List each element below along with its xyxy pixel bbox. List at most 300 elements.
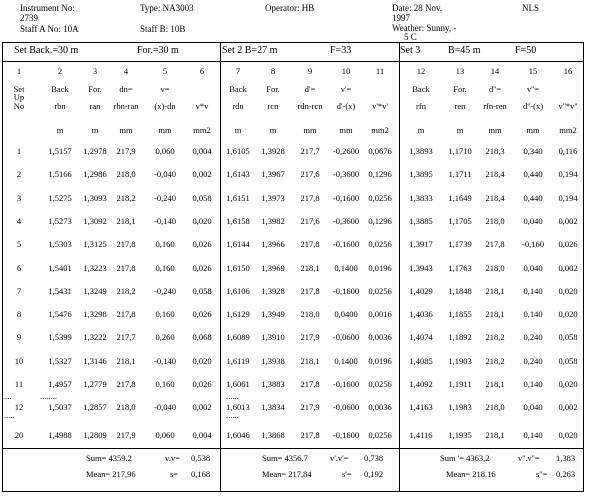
- table-cell: 218,0: [116, 402, 136, 412]
- table-cell-last: 1,3868: [261, 430, 285, 440]
- table-cell: 0,240: [523, 332, 543, 342]
- weather-line2: 5 C: [404, 32, 417, 42]
- table-cell: 217,6: [300, 216, 320, 226]
- table-cell: -0,140: [154, 356, 176, 366]
- set3-forward: F=50: [515, 45, 537, 56]
- table-cell: 1,3885: [409, 216, 433, 226]
- table-cell: 1,5431: [48, 286, 72, 296]
- column-number: 10: [341, 66, 351, 76]
- table-cell: 1,6151: [226, 193, 250, 203]
- column-formula: rdn-rcn: [297, 101, 323, 111]
- table-cell: 1,5275: [48, 193, 72, 203]
- table-cell: 218,0: [485, 263, 505, 273]
- table-cell: 1,4085: [409, 356, 433, 366]
- column-formula: d''-(x): [522, 101, 544, 111]
- column-header: Set: [13, 84, 25, 94]
- column-unit: m: [269, 125, 277, 135]
- column-header: Back: [412, 84, 430, 94]
- table-cell: 5: [16, 239, 22, 249]
- table-cell: 0,020: [558, 379, 578, 389]
- table-cell: -0,040: [154, 402, 176, 412]
- column-unit: mm: [303, 125, 317, 135]
- table-cell: 0,1296: [368, 216, 392, 226]
- date-line2: 1997: [392, 13, 410, 23]
- table-cell-last: 217,9: [116, 430, 136, 440]
- table-cell: -0,1600: [332, 379, 360, 389]
- table-cell: 11: [14, 379, 24, 389]
- table-cell: 0,0400: [334, 309, 358, 319]
- table-cell: 0,040: [523, 263, 543, 273]
- table-cell: 0,0676: [368, 146, 392, 156]
- table-cell: 218,0: [116, 169, 136, 179]
- table-cell: 1,1911: [448, 379, 472, 389]
- table-cell-last: 1,2809: [83, 430, 107, 440]
- column-header: d'=: [304, 84, 316, 94]
- table-cell: -0,3600: [332, 169, 360, 179]
- table-cell-last: 1,6046: [226, 430, 250, 440]
- table-cell: 217,8: [300, 193, 320, 203]
- table-cell: 217,9: [300, 402, 320, 412]
- table-cell: 1,6106: [226, 286, 250, 296]
- s-value-set2: 0,192: [364, 469, 384, 479]
- vv-label-set2: v'.v'=: [330, 453, 349, 463]
- table-cell: 0,160: [155, 239, 175, 249]
- column-number: 15: [528, 66, 538, 76]
- column-number: 8: [270, 66, 276, 76]
- table-cell: 1,4163: [409, 402, 433, 412]
- table-cell: 218,2: [485, 356, 505, 366]
- table-cell: 12: [14, 402, 24, 412]
- table-cell: 1,1983: [448, 402, 472, 412]
- table-cell: 0,026: [558, 239, 578, 249]
- column-formula: v*v: [195, 101, 209, 111]
- column-header: For.: [453, 84, 467, 94]
- table-cell: 217,8: [116, 309, 136, 319]
- column-header: Up: [13, 92, 25, 102]
- table-cell: 0,0196: [368, 263, 392, 273]
- table-cell-last: 218,1: [485, 430, 505, 440]
- table-cell: 0,058: [558, 356, 578, 366]
- column-header: Back: [229, 84, 247, 94]
- table-cell-last: -0,1600: [332, 430, 360, 440]
- column-unit: mm2: [371, 125, 389, 135]
- table-cell: 218,1: [116, 216, 136, 226]
- table-cell: 218,0: [485, 402, 505, 412]
- column-formula: (x)-dn: [154, 101, 176, 111]
- table-cell: 0,140: [523, 286, 543, 296]
- column-number: 3: [92, 66, 98, 76]
- table-cell: 0,020: [558, 309, 578, 319]
- column-number: 11: [375, 66, 385, 76]
- table-cell: 0,002: [192, 402, 212, 412]
- column-unit: mm: [488, 125, 502, 135]
- column-number: 2: [57, 66, 63, 76]
- table-cell: 218,1: [485, 286, 505, 296]
- table-cell: -0,160: [522, 239, 544, 249]
- table-cell: 217,7: [300, 146, 320, 156]
- table-cell: 0,020: [192, 216, 212, 226]
- table-cell: 1,1892: [448, 332, 472, 342]
- instrument-value: 2739: [20, 13, 38, 23]
- table-cell: 0,194: [558, 169, 578, 179]
- operator: Operator: HB: [265, 3, 315, 13]
- table-cell: 217,9: [300, 332, 320, 342]
- column-number: 16: [563, 66, 573, 76]
- table-cell: 1,3949: [261, 309, 285, 319]
- column-number: 14: [490, 66, 500, 76]
- table-cell-last: 1,4116: [409, 430, 433, 440]
- column-unit: mm2: [559, 125, 577, 135]
- column-number: 5: [162, 66, 168, 76]
- table-cell: 1,5303: [48, 239, 72, 249]
- column-header: d''=: [488, 84, 502, 94]
- table-cell: 1,2857: [83, 402, 107, 412]
- column-formula: d'-(x): [336, 101, 356, 111]
- table-cell: 1,5399: [48, 332, 72, 342]
- table-cell: 1,5273: [48, 216, 72, 226]
- vv-value-set1: 0,538: [191, 453, 211, 463]
- column-formula: rdn: [232, 101, 244, 111]
- table-cell: 0,002: [558, 402, 578, 412]
- table-cell-last: 217,8: [300, 430, 320, 440]
- table-cell: 218,4: [485, 169, 505, 179]
- table-cell: 2: [16, 169, 22, 179]
- table-cell: 218,1: [300, 356, 320, 366]
- table-cell: 0,040: [523, 216, 543, 226]
- column-header: dn=: [119, 84, 133, 94]
- table-cell: 1,3982: [261, 216, 285, 226]
- table-cell: 1,1649: [448, 193, 472, 203]
- column-unit: mm: [158, 125, 172, 135]
- table-cell: 1,6150: [226, 263, 250, 273]
- table-cell: 1,6129: [226, 309, 250, 319]
- table-cell: 0,194: [558, 193, 578, 203]
- table-cell: 0,1296: [368, 169, 392, 179]
- table-cell-last: 1,1935: [448, 430, 472, 440]
- table-cell: 1,6061: [226, 379, 250, 389]
- table-cell: 218,0: [300, 309, 320, 319]
- column-number: 9: [307, 66, 313, 76]
- column-unit: m: [417, 125, 425, 135]
- sum-set1: Sum= 4359.2: [86, 453, 132, 463]
- table-cell: 0,1400: [334, 356, 358, 366]
- column-number: 4: [123, 66, 129, 76]
- table-cell: 1,6105: [226, 146, 250, 156]
- table-cell: 1,1763: [448, 263, 472, 273]
- table-cell: 0,040: [523, 402, 543, 412]
- table-cell: -0,140: [154, 216, 176, 226]
- table-cell: 1,3146: [83, 356, 107, 366]
- table-cell: 1,4092: [409, 379, 433, 389]
- table-cell: -0,0600: [332, 402, 360, 412]
- table-cell: -0,0600: [332, 332, 360, 342]
- column-header: Back: [51, 84, 69, 94]
- table-cell: 1,5401: [48, 263, 72, 273]
- table-cell: 1,1705: [448, 216, 472, 226]
- table-cell: 1,3973: [261, 193, 285, 203]
- table-cell: 1,5327: [48, 356, 72, 366]
- column-number: 13: [455, 66, 465, 76]
- table-cell: 217,7: [116, 332, 136, 342]
- table-cell: 217,8: [300, 286, 320, 296]
- table-cell: 0,002: [558, 216, 578, 226]
- table-cell: 6: [16, 263, 22, 273]
- table-cell: 4: [16, 216, 22, 226]
- table-cell-last: 0,140: [523, 430, 543, 440]
- table-cell: 7: [16, 286, 22, 296]
- table-cell-last: 1,4988: [48, 430, 72, 440]
- table-cell: 0,004: [192, 146, 212, 156]
- table-cell: 0,0196: [368, 356, 392, 366]
- table-cell: 0,026: [192, 239, 212, 249]
- column-header: v=: [160, 84, 170, 94]
- table-cell: 3: [16, 193, 22, 203]
- column-formula: rbn-ran: [113, 101, 139, 111]
- table-cell: 0,0256: [368, 379, 392, 389]
- table-cell: 0,116: [558, 146, 578, 156]
- set3-title: Set 3: [400, 45, 421, 56]
- instrument-type: Type: NA3003: [140, 3, 194, 13]
- table-cell: -0,040: [154, 169, 176, 179]
- table-cell-last: 0,0256: [368, 430, 392, 440]
- table-cell: 1,1710: [448, 146, 472, 156]
- staff-b: Staff B: 10B: [140, 24, 186, 34]
- table-cell: 218,2: [116, 286, 136, 296]
- column-number: 1: [16, 66, 22, 76]
- table-cell: 1,3249: [83, 286, 107, 296]
- s-label-set1: s=: [170, 469, 179, 479]
- table-cell: 0,068: [192, 332, 212, 342]
- table-cell: 1,5166: [48, 169, 72, 179]
- table-cell: 0,002: [558, 263, 578, 273]
- instrument-label: Instrument No:: [20, 3, 75, 13]
- table-cell: 218,4: [485, 193, 505, 203]
- table-cell: 10: [14, 356, 24, 366]
- rule-under-sections: [2, 61, 584, 62]
- table-cell: 0,058: [558, 332, 578, 342]
- table-cell: 218,0: [485, 216, 505, 226]
- table-cell: 217,8: [300, 379, 320, 389]
- table-cell: 0,340: [523, 146, 543, 156]
- table-cell: 0,0016: [368, 309, 392, 319]
- table-cell: 1,3910: [261, 332, 285, 342]
- table-cell: 1,2978: [83, 146, 107, 156]
- set1-forward: For.=30 m: [137, 45, 179, 56]
- column-number: 12: [416, 66, 426, 76]
- table-cell: 1,3833: [409, 193, 433, 203]
- table-cell: 1,4029: [409, 286, 433, 296]
- vv-label-set1: v.v=: [165, 453, 180, 463]
- table-cell: 1,3893: [409, 146, 433, 156]
- table-cell: 0,020: [558, 286, 578, 296]
- table-cell: 0,440: [523, 193, 543, 203]
- table-cell: 0,0256: [368, 239, 392, 249]
- date-line1: Date: 28 Nov,: [392, 3, 443, 13]
- vv-value-set2: 0,738: [364, 453, 384, 463]
- table-cell: 1,3834: [261, 402, 285, 412]
- table-cell: 0,160: [155, 379, 175, 389]
- table-cell: 1,5157: [48, 146, 72, 156]
- table-cell: 0,026: [192, 379, 212, 389]
- table-cell: 0,160: [155, 263, 175, 273]
- table-cell: 218,1: [300, 263, 320, 273]
- table-cell-last: 0,020: [558, 430, 578, 440]
- column-unit: m: [456, 125, 464, 135]
- table-cell: 217,8: [116, 239, 136, 249]
- table-cell: 1,1855: [448, 309, 472, 319]
- ellipsis-row: ......: [226, 391, 239, 401]
- table-cell: 217,8: [116, 379, 136, 389]
- column-header: No: [13, 101, 25, 111]
- set1-title: Set Back.=30 m: [14, 45, 79, 56]
- table-cell: 0,1400: [334, 263, 358, 273]
- column-number: 7: [235, 66, 241, 76]
- mean-set2: Mean= 217,84: [262, 469, 312, 479]
- ellipsis-row: .....: [4, 410, 15, 420]
- table-cell: 1,2779: [83, 379, 107, 389]
- column-unit: mm: [119, 125, 133, 135]
- mean-set1: Mean= 217,96: [86, 469, 136, 479]
- table-cell: 1,1739: [448, 239, 472, 249]
- column-formula: rcn: [267, 101, 279, 111]
- vv-value-set3: 1,383: [556, 453, 576, 463]
- table-cell: 1,3928: [261, 146, 285, 156]
- ellipsis-row: ......: [226, 410, 239, 420]
- table-cell: -0,3600: [332, 216, 360, 226]
- table-cell: 1,6143: [226, 169, 250, 179]
- ellipsis-row: ........: [40, 391, 57, 401]
- table-cell: 1,3917: [409, 239, 433, 249]
- vv-label-set3: v''.v''=: [518, 453, 540, 463]
- table-cell: 1,6119: [226, 356, 250, 366]
- table-cell: 0,058: [192, 286, 212, 296]
- table-cell: 1,3125: [83, 239, 107, 249]
- table-cell: 9: [16, 332, 22, 342]
- table-cell: 1,2986: [83, 169, 107, 179]
- column-unit: m: [56, 125, 64, 135]
- table-cell: 217,8: [116, 263, 136, 273]
- table-cell: 1,4957: [48, 379, 72, 389]
- ellipsis-row: ....: [3, 391, 12, 401]
- table-cell: 0,240: [523, 356, 543, 366]
- table-cell: 218,3: [485, 146, 505, 156]
- table-cell: 217,8: [300, 239, 320, 249]
- table-cell-last: 0,060: [155, 430, 175, 440]
- mean-set3: Mean= 218.16: [446, 469, 496, 479]
- column-formula: ren: [454, 101, 466, 111]
- table-cell: 1,1903: [448, 356, 472, 366]
- table-cell: 0,140: [523, 309, 543, 319]
- column-formula: rbn: [54, 101, 66, 111]
- s-value-set3: 0,263: [556, 469, 576, 479]
- column-unit: mm: [339, 125, 353, 135]
- table-cell: -0,240: [154, 286, 176, 296]
- table-cell: 218,2: [485, 332, 505, 342]
- table-cell: 1,4074: [409, 332, 433, 342]
- table-cell-last: 20: [14, 430, 24, 440]
- nls-label: NLS: [522, 3, 540, 13]
- column-unit: mm: [526, 125, 540, 135]
- column-formula: rfn-ren: [483, 101, 507, 111]
- table-cell: 1,5476: [48, 309, 72, 319]
- rule-above-footer: [2, 448, 584, 449]
- column-number: 6: [199, 66, 205, 76]
- column-formula: v''*v'': [558, 101, 578, 111]
- table-cell-last: 0,004: [192, 430, 212, 440]
- table-cell: 1,3092: [83, 216, 107, 226]
- table-cell: 1,3928: [261, 286, 285, 296]
- table-cell: 1,3969: [261, 263, 285, 273]
- weather-line1: Weather: Sunny, -: [392, 23, 457, 33]
- table-cell: 1: [16, 146, 22, 156]
- table-cell: 217,9: [116, 146, 136, 156]
- column-unit: mm2: [193, 125, 211, 135]
- table-cell: 0,060: [155, 146, 175, 156]
- table-cell: 1,3298: [83, 309, 107, 319]
- column-formula: ran: [89, 101, 101, 111]
- sum-set2: Sum= 4356.7: [262, 453, 308, 463]
- table-cell: 0,0256: [368, 193, 392, 203]
- table-cell: 1,6158: [226, 216, 250, 226]
- column-formula: rfn: [416, 101, 426, 111]
- table-cell: 1,4036: [409, 309, 433, 319]
- table-cell: -0,240: [154, 193, 176, 203]
- table-cell: 217,6: [300, 169, 320, 179]
- table-cell: 1,5037: [48, 402, 72, 412]
- table-cell: 1,1711: [448, 169, 472, 179]
- column-formula: v'*v': [372, 101, 388, 111]
- s-value-set1: 0,168: [191, 469, 211, 479]
- set2-title: Set 2 B=27 m: [222, 45, 278, 56]
- table-cell: 0,020: [192, 356, 212, 366]
- table-cell: 218,1: [485, 309, 505, 319]
- table-cell: 0,140: [523, 379, 543, 389]
- table-cell: 1,3222: [83, 332, 107, 342]
- set2-forward: F=33: [330, 45, 352, 56]
- table-cell: 218,2: [116, 193, 136, 203]
- table-cell: 217,8: [485, 239, 505, 249]
- table-cell: 0,002: [192, 169, 212, 179]
- table-cell: -0,1600: [332, 193, 360, 203]
- table-cell: -0,2600: [332, 146, 360, 156]
- s-label-set3: s''=: [536, 469, 548, 479]
- table-cell: 1,3966: [261, 239, 285, 249]
- table-cell: 1,3938: [261, 356, 285, 366]
- staff-a: Staff A No: 10A: [20, 24, 79, 34]
- table-cell: 0,440: [523, 169, 543, 179]
- table-cell: 1,3967: [261, 169, 285, 179]
- table-cell: 8: [16, 309, 22, 319]
- column-unit: m: [234, 125, 242, 135]
- column-unit: m: [91, 125, 99, 135]
- table-cell: 0,0036: [368, 332, 392, 342]
- table-cell: 218,1: [485, 379, 505, 389]
- sum-set3: Sum '= 4363,2: [440, 453, 490, 463]
- column-header: v'=: [340, 84, 352, 94]
- s-label-set2: s'=: [342, 469, 352, 479]
- table-cell: 1,6089: [226, 332, 250, 342]
- table-cell: 1,3223: [83, 263, 107, 273]
- table-cell: 0,160: [155, 309, 175, 319]
- column-header: For.: [88, 84, 102, 94]
- table-cell: 1,3895: [409, 169, 433, 179]
- table-cell: 0,026: [192, 309, 212, 319]
- table-cell: 0,0036: [368, 402, 392, 412]
- table-cell: 0,0256: [368, 286, 392, 296]
- table-cell: 0,026: [192, 263, 212, 273]
- table-cell: 218,1: [116, 356, 136, 366]
- table-cell: 1,3943: [409, 263, 433, 273]
